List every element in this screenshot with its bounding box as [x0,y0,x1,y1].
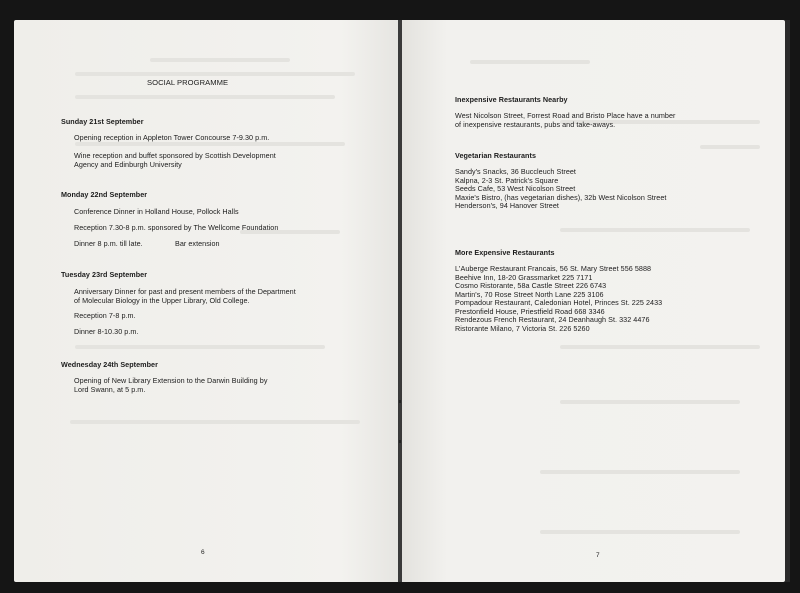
page-number: 7 [596,552,600,559]
event-line: Lord Swann, at 5 p.m. [74,385,146,394]
text-line: Seeds Cafe, 53 West Nicolson Street [455,184,576,193]
text-line: L'Auberge Restaurant Francais, 56 St. Mary Street 556 5888 [455,264,652,273]
event-line: Reception 7.30-8 p.m. sponsored by The Wellcome Foundation [74,223,279,232]
event-line: Conference Dinner in Holland House, Pollock Halls [74,207,239,216]
section-heading: Inexpensive Restaurants Nearby [455,95,568,104]
event-line: Wine reception and buffet sponsored by Scottish Development [74,151,276,160]
event-line: Opening reception in Appleton Tower Concourse 7-9.30 p.m. [74,133,270,142]
day-heading: Wednesday 24th September [61,360,158,369]
page-title: SOCIAL PROGRAMME [147,78,229,87]
text-line: Rendezous French Restaurant, 24 Deanhaugh St. 332 4476 [455,315,650,324]
page-number: 6 [201,549,205,556]
day-heading: Monday 22nd September [61,190,148,199]
binding-mark [399,440,401,443]
event-line: Opening of New Library Extension to the Darwin Building by [74,376,268,385]
section-heading: More Expensive Restaurants [455,248,555,257]
text-line: Cosmo Ristorante, 58a Castle Street 226 6743 [455,281,607,290]
text-line: Pompadour Restaurant, Caledonian Hotel, Princes St. 225 2433 [455,298,663,307]
event-line: Bar extension [175,239,220,248]
event-line: of Molecular Biology in the Upper Library, Old College. [74,296,250,305]
text-line: Ristorante Milano, 7 Victoria St. 226 5260 [455,324,590,333]
event-line: Dinner 8 p.m. till late. [74,239,143,248]
text-line: Prestonfield House, Priestfield Road 668 3346 [455,307,605,316]
event-line: Agency and Edinburgh University [74,160,182,169]
text-line: of inexpensive restaurants, pubs and take-aways. [455,120,616,129]
book-gutter [398,20,402,582]
day-heading: Tuesday 23rd September [61,270,148,279]
event-line: Anniversary Dinner for past and present members of the Department [74,287,296,296]
text-line: West Nicolson Street, Forrest Road and Bristo Place have a number [455,111,676,120]
section-heading: Vegetarian Restaurants [455,151,536,160]
text-line: Maxie's Bistro, (has vegetarian dishes), 32b West Nicolson Street [455,193,667,202]
text-line: Sandy's Snacks, 36 Buccleuch Street [455,167,576,176]
day-heading: Sunday 21st September [61,117,144,126]
text-line: Martin's, 70 Rose Street North Lane 225 3106 [455,290,604,299]
text-line: Henderson's, 94 Hanover Street [455,201,559,210]
event-line: Dinner 8-10.30 p.m. [74,327,139,336]
event-line: Reception 7-8 p.m. [74,311,136,320]
text-line: Kalpna, 2-3 St. Patrick's Square [455,176,559,185]
page-edge [785,20,790,582]
text-line: Beehive Inn, 18-20 Grassmarket 225 7171 [455,273,593,282]
binding-mark [399,400,401,403]
